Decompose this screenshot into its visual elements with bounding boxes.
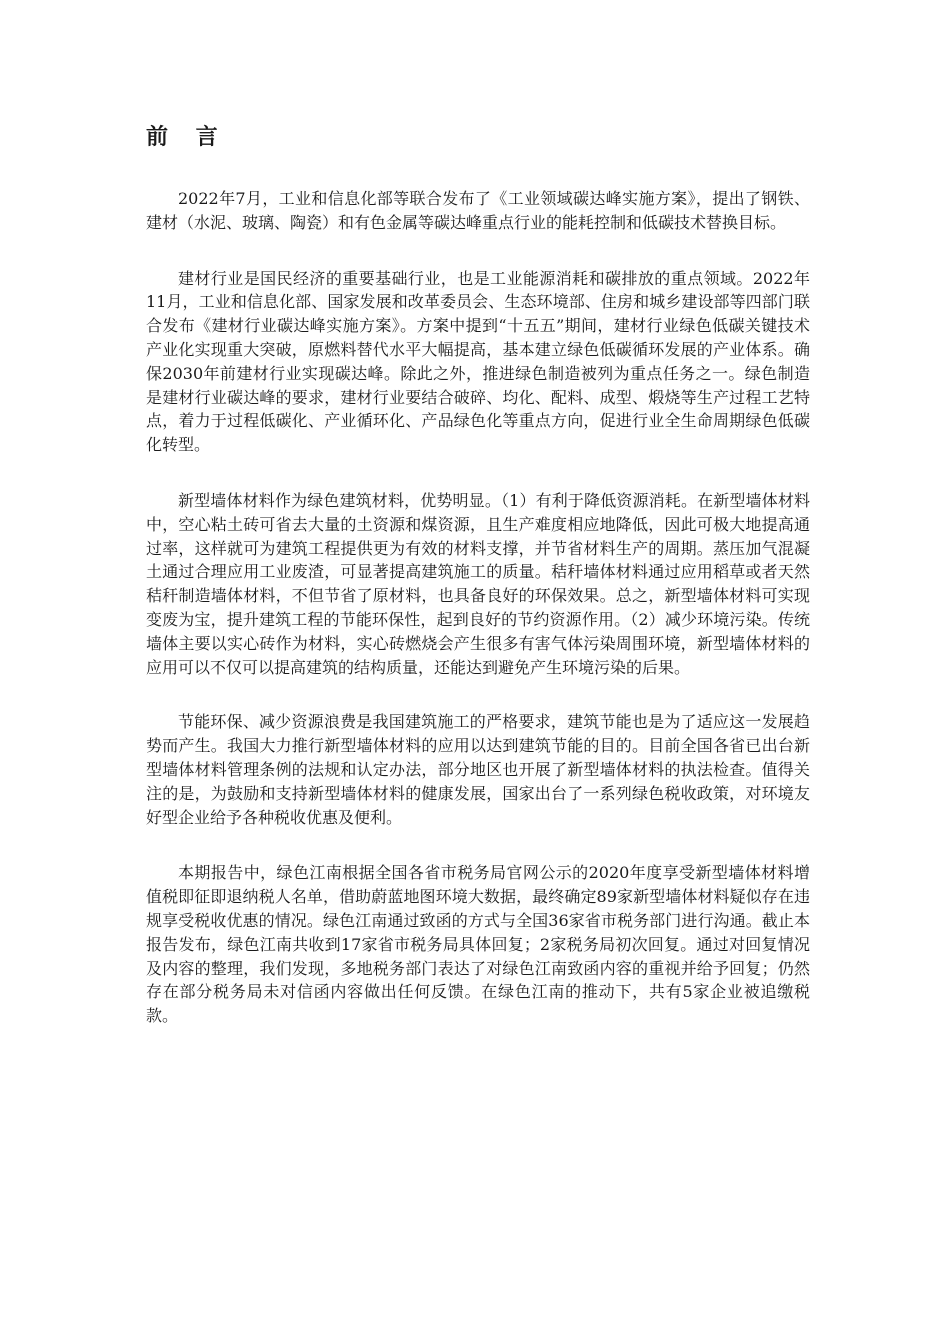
document-page [146, 118, 810, 1028]
paragraph-5: 本期报告中，绿色江南根据全国各省市税务局官网公示的2020年度享受新型墙体材料增值税即征即退纳税人名单，借助蔚蓝地图环境大数据，最终确定89家新型墙体材料疑似存在违规享受税收优惠的情况。绿色江南通过致函的方式与全国36家省市税务部门进行沟通。截止本报告发布，绿色江南共收到17家省市税务局具体回复；2家税务局初次回复。通过对回复情况及内容的整理，我们发现，多地税务部门表达了对绿色江南致函内容的重视并给予回复；仍然存在部分税务局未对信函内容做出任何反馈。在绿色江南的推动下，共有5家企业被追缴税款。 [146, 863, 810, 1026]
paragraph-4: 节能环保、减少资源浪费是我国建筑施工的严格要求，建筑节能也是为了适应这一发展趋势而产生。我国大力推行新型墙体材料的应用以达到建筑节能的目的。目前全国各省已出台新型墙体材料管理条例的法规和认定办法，部分地区也开展了新型墙体材料的执法检查。值得关注的是，为鼓励和支持新型墙体材料的健康发展，国家出台了一系列绿色税收政策，对环境友好型企业给予各种税收优惠及便利。 [146, 712, 810, 827]
paragraph-3: 新型墙体材料作为绿色建筑材料，优势明显。（1）有利于降低资源消耗。在新型墙体材料中，空心粘土砖可省去大量的土资源和煤资源，且生产难度相应地降低，因此可极大地提高通过率，这样就可为建筑工程提供更为有效的材料支撑，并节省材料生产的周期。蒸压加气混凝土通过合理应用工业废渣，可显著提高建筑施工的质量。秸秆墙体材料通过应用稻草或者天然秸秆制造墙体材料，不但节省了原材料，也具备良好的环保效果。总之，新型墙体材料可实现变废为宝，提升建筑工程的节能环保性，起到良好的节约资源作用。（2）减少环境污染。传统墙体主要以实心砖作为材料，实心砖燃烧会产生很多有害气体污染周围环境，新型墙体材料的应用可以不仅可以提高建筑的结构质量，还能达到避免产生环境污染的后果。 [146, 490, 810, 677]
page-title: 前 言 [146, 125, 228, 150]
paragraph-1: 2022年7月，工业和信息化部等联合发布了《工业领域碳达峰实施方案》，提出了钢铁、建材（水泥、玻璃、陶瓷）和有色金属等碳达峰重点行业的能耗控制和低碳技术替换目标。 [146, 189, 810, 232]
paragraph-2: 建材行业是国民经济的重要基础行业，也是工业能源消耗和碳排放的重点领域。2022年11月，工业和信息化部、国家发展和改革委员会、生态环境部、住房和城乡建设部等四部门联合发布《建材行业碳达峰实施方案》。方案中提到“十五五”期间，建材行业绿色低碳关键技术产业化实现重大突破，原燃料替代水平大幅提高，基本建立绿色低碳循环发展的产业体系。确保2030年前建材行业实现碳达峰。除此之外，推进绿色制造被列为重点任务之一。绿色制造是建材行业碳达峰的要求，建材行业要结合破碎、均化、配料、成型、煅烧等生产过程工艺特点，着力于过程低碳化、产业循环化、产品绿色化等重点方向，促进行业全生命周期绿色低碳化转型。 [146, 268, 810, 455]
